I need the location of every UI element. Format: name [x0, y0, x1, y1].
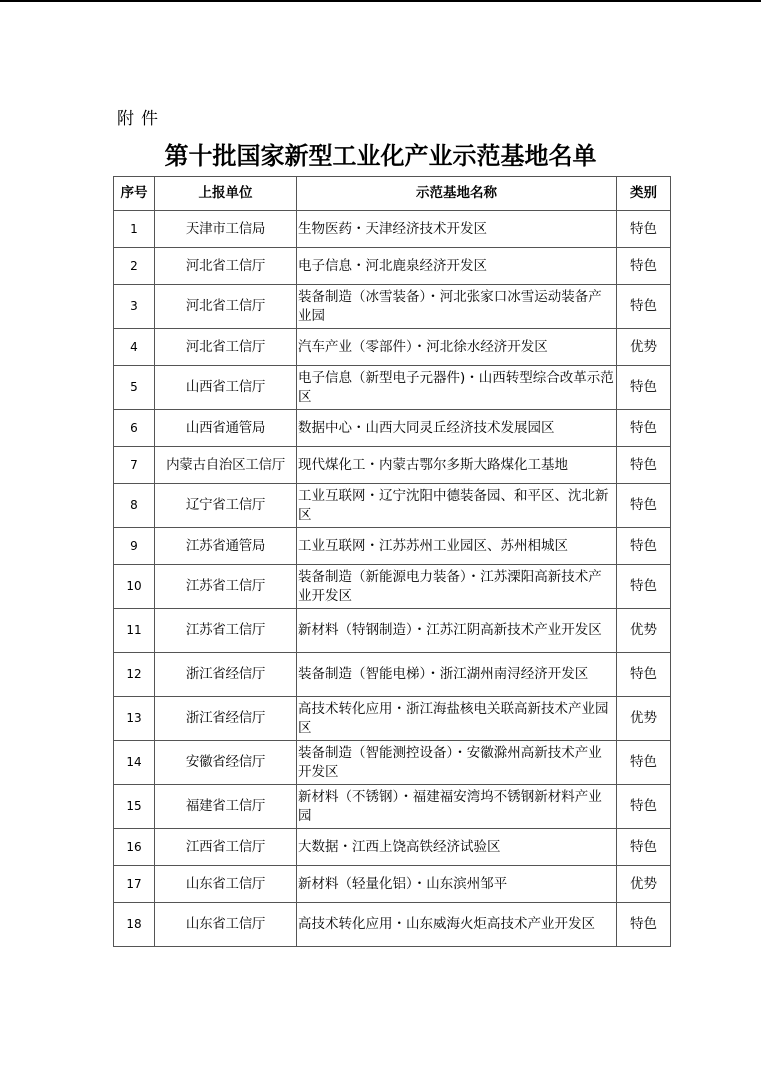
row-base-name: 高技术转化应用・浙江海盐核电关联高新技术产业园区	[297, 697, 617, 741]
row-serial-number: 17	[114, 866, 155, 903]
row-base-name: 装备制造（智能电梯）・浙江湖州南浔经济开发区	[297, 653, 617, 697]
table-row	[114, 528, 671, 565]
table-row	[114, 329, 671, 366]
row-serial-number: 10	[114, 565, 155, 609]
row-category: 特色	[617, 565, 671, 609]
row-base-name: 现代煤化工・内蒙古鄂尔多斯大路煤化工基地	[297, 447, 617, 484]
row-base-name: 生物医药・天津经济技术开发区	[297, 211, 617, 248]
row-category: 优势	[617, 609, 671, 653]
row-serial-number: 3	[114, 285, 155, 329]
row-reporting-unit: 山东省工信厅	[155, 903, 297, 947]
table-row	[114, 565, 671, 609]
row-base-name: 装备制造（智能测控设备）・安徽滁州高新技术产业开发区	[297, 741, 617, 785]
row-reporting-unit: 山西省通管局	[155, 410, 297, 447]
row-base-name: 新材料（特钢制造）・江苏江阴高新技术产业开发区	[297, 609, 617, 653]
row-category: 特色	[617, 528, 671, 565]
table-row	[114, 697, 671, 741]
table-row	[114, 609, 671, 653]
document-title: 第十批国家新型工业化产业示范基地名单	[164, 141, 597, 170]
row-serial-number: 11	[114, 609, 155, 653]
row-base-name: 电子信息（新型电子元器件)・山西转型综合改革示范区	[297, 366, 617, 410]
row-reporting-unit: 江苏省工信厅	[155, 609, 297, 653]
row-serial-number: 13	[114, 697, 155, 741]
row-category: 特色	[617, 447, 671, 484]
row-base-name: 大数据・江西上饶高铁经济试验区	[297, 829, 617, 866]
row-base-name: 工业互联网・江苏苏州工业园区、苏州相城区	[297, 528, 617, 565]
row-reporting-unit: 山西省工信厅	[155, 366, 297, 410]
row-reporting-unit: 浙江省经信厅	[155, 653, 297, 697]
row-category: 特色	[617, 903, 671, 947]
table-row	[114, 785, 671, 829]
row-category: 特色	[617, 653, 671, 697]
row-reporting-unit: 山东省工信厅	[155, 866, 297, 903]
row-reporting-unit: 江西省工信厅	[155, 829, 297, 866]
row-category: 优势	[617, 866, 671, 903]
table-body	[114, 211, 671, 947]
row-category: 特色	[617, 211, 671, 248]
header-serial-number: 序号	[114, 177, 155, 211]
row-serial-number: 12	[114, 653, 155, 697]
row-reporting-unit: 河北省工信厅	[155, 329, 297, 366]
row-category: 特色	[617, 248, 671, 285]
table-row	[114, 741, 671, 785]
row-serial-number: 1	[114, 211, 155, 248]
row-category: 特色	[617, 366, 671, 410]
row-reporting-unit: 安徽省经信厅	[155, 741, 297, 785]
row-base-name: 装备制造（冰雪装备）・河北张家口冰雪运动装备产业园	[297, 285, 617, 329]
row-reporting-unit: 天津市工信局	[155, 211, 297, 248]
attachment-label: 附件	[117, 109, 165, 129]
row-base-name: 电子信息・河北鹿泉经济开发区	[297, 248, 617, 285]
top-border-line	[0, 0, 761, 2]
table-row	[114, 829, 671, 866]
row-base-name: 高技术转化应用・山东威海火炬高技术产业开发区	[297, 903, 617, 947]
row-category: 特色	[617, 741, 671, 785]
header-category: 类别	[617, 177, 671, 211]
row-reporting-unit: 辽宁省工信厅	[155, 484, 297, 528]
row-serial-number: 2	[114, 248, 155, 285]
row-serial-number: 15	[114, 785, 155, 829]
table-row	[114, 211, 671, 248]
table-row	[114, 366, 671, 410]
row-base-name: 新材料（轻量化铝）・山东滨州邹平	[297, 866, 617, 903]
demonstration-base-table	[113, 176, 671, 947]
row-serial-number: 7	[114, 447, 155, 484]
row-serial-number: 9	[114, 528, 155, 565]
header-reporting-unit: 上报单位	[155, 177, 297, 211]
row-serial-number: 16	[114, 829, 155, 866]
table-row	[114, 653, 671, 697]
row-base-name: 新材料（不锈钢）・福建福安湾坞不锈钢新材料产业园	[297, 785, 617, 829]
table-header-row	[114, 177, 671, 211]
table-row	[114, 410, 671, 447]
row-category: 特色	[617, 484, 671, 528]
row-reporting-unit: 福建省工信厅	[155, 785, 297, 829]
header-base-name: 示范基地名称	[297, 177, 617, 211]
row-category: 特色	[617, 410, 671, 447]
row-category: 特色	[617, 829, 671, 866]
row-serial-number: 6	[114, 410, 155, 447]
row-serial-number: 14	[114, 741, 155, 785]
row-base-name: 汽车产业（零部件）・河北徐水经济开发区	[297, 329, 617, 366]
row-base-name: 工业互联网・辽宁沈阳中德装备园、和平区、沈北新区	[297, 484, 617, 528]
row-reporting-unit: 内蒙古自治区工信厅	[155, 447, 297, 484]
table-row	[114, 866, 671, 903]
row-reporting-unit: 河北省工信厅	[155, 285, 297, 329]
row-serial-number: 4	[114, 329, 155, 366]
row-reporting-unit: 河北省工信厅	[155, 248, 297, 285]
row-base-name: 装备制造（新能源电力装备）・江苏溧阳高新技术产业开发区	[297, 565, 617, 609]
row-serial-number: 8	[114, 484, 155, 528]
table-row	[114, 248, 671, 285]
row-serial-number: 18	[114, 903, 155, 947]
row-category: 特色	[617, 785, 671, 829]
row-reporting-unit: 江苏省工信厅	[155, 565, 297, 609]
row-category: 优势	[617, 697, 671, 741]
row-reporting-unit: 浙江省经信厅	[155, 697, 297, 741]
row-serial-number: 5	[114, 366, 155, 410]
table-row	[114, 447, 671, 484]
row-category: 特色	[617, 285, 671, 329]
table-row	[114, 285, 671, 329]
row-reporting-unit: 江苏省通管局	[155, 528, 297, 565]
row-base-name: 数据中心・山西大同灵丘经济技术发展园区	[297, 410, 617, 447]
table-row	[114, 903, 671, 947]
row-category: 优势	[617, 329, 671, 366]
table-row	[114, 484, 671, 528]
